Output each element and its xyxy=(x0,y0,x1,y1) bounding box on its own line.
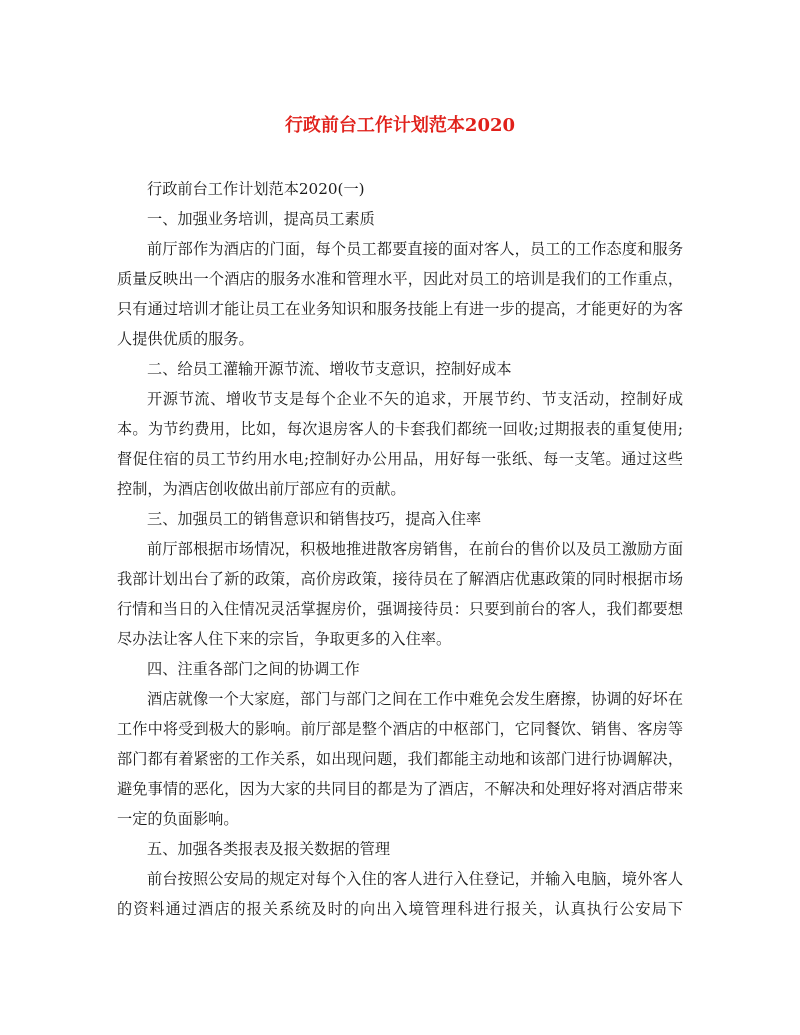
paragraph-cost-control: 开源节流、增收节支是每个企业不矢的追求，开展节约、节支活动，控制好成本。为节约费用，比如，每次退房客人的卡套我们都统一回收;过期报表的重复使用;督促住宿的员工节约用水电;控制好办公用品，用好每一张纸、每一支笔。通过这些控制，为酒店创收做出前厅部应有的贡献。 xyxy=(117,390,683,498)
paragraph-coordination: 酒店就像一个大家庭，部门与部门之间在工作中难免会发生磨擦，协调的好坏在工作中将受到极大的影响。前厅部是整个酒店的中枢部门，它同餐饮、销售、客房等部门都有着紧密的工作关系，如出现问题，我们都能主动地和该部门进行协调解决，避免事情的恶化，因为大家的共同目的都是为了酒店，不解决和处理好将对酒店带来一定的负面影响。 xyxy=(117,690,683,828)
document-body xyxy=(117,174,683,924)
paragraph-reports: 前台按照公安局的规定对每个入住的客人进行入住登记，并输入电脑，境外客人的资料通过酒店的报关系统及时的向出入境管理科进行报关，认真执行公安局下 xyxy=(117,870,683,918)
paragraph-training: 前厅部作为酒店的门面，每个员工都要直接的面对客人，员工的工作态度和服务质量反映出一个酒店的服务水准和管理水平，因此对员工的培训是我们的工作重点，只有通过培训才能让员工在业务知识和服务技能上有进一步的提高，才能更好的为客人提供优质的服务。 xyxy=(117,240,683,348)
section-heading-coordination: 四、注重各部门之间的协调工作 xyxy=(147,660,360,678)
section-heading-cost-control: 二、给员工灌输开源节流、增收节支意识，控制好成本 xyxy=(147,360,512,378)
section-heading-plan: 行政前台工作计划范本2020(一) xyxy=(147,180,365,198)
paragraph-sales: 前厅部根据市场情况，积极地推进散客房销售，在前台的售价以及员工激励方面我部计划出台了新的政策，高价房政策，接待员在了解酒店优惠政策的同时根据市场行情和当日的入住情况灵活掌握房价，强调接待员：只要到前台的客人，我们都要想尽办法让客人住下来的宗旨，争取更多的入住率。 xyxy=(117,540,683,648)
section-heading-sales: 三、加强员工的销售意识和销售技巧，提高入住率 xyxy=(147,510,482,528)
document-title: 行政前台工作计划范本2020 xyxy=(284,115,516,136)
section-heading-reports: 五、加强各类报表及报关数据的管理 xyxy=(147,840,390,858)
section-heading-training: 一、加强业务培训，提高员工素质 xyxy=(147,210,375,228)
